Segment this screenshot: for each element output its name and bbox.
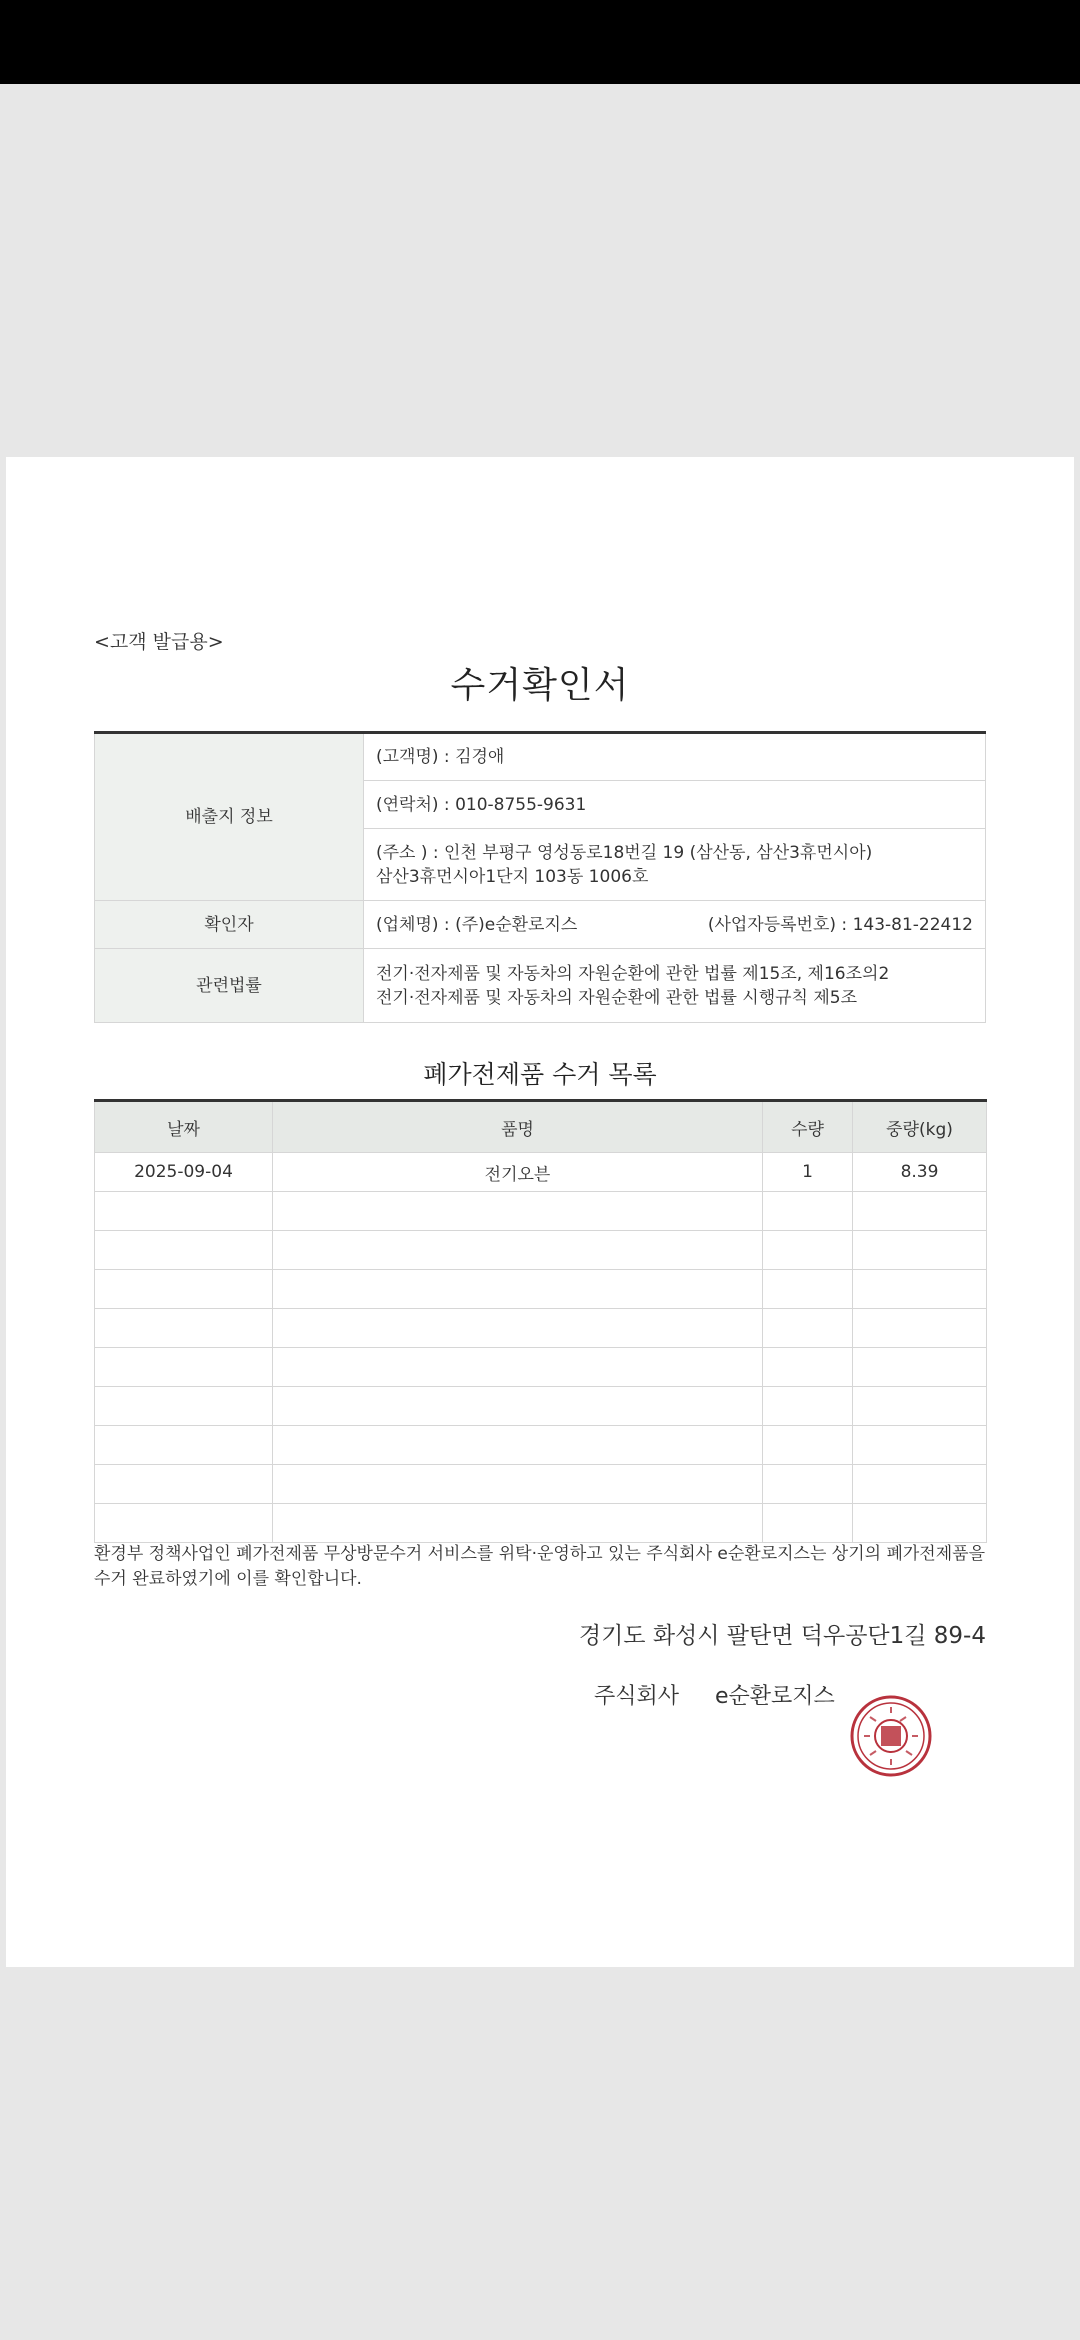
table-row bbox=[95, 1387, 987, 1426]
cell-date: 2025-09-04 bbox=[95, 1153, 273, 1192]
copy-label: <고객 발급용> bbox=[94, 631, 224, 653]
table-row bbox=[95, 1153, 987, 1192]
cell-empty bbox=[95, 1387, 273, 1426]
cell-empty bbox=[853, 1387, 987, 1426]
cell-empty bbox=[853, 1231, 987, 1270]
company-name-field: (업체명) : (주)e순환로지스 bbox=[376, 914, 578, 935]
table-row bbox=[95, 1270, 987, 1309]
cell-empty bbox=[273, 1270, 763, 1309]
cell-empty bbox=[853, 1465, 987, 1504]
info-table bbox=[94, 731, 986, 1023]
cell-empty bbox=[853, 1426, 987, 1465]
cell-quantity: 1 bbox=[763, 1153, 853, 1192]
cell-weight: 8.39 bbox=[853, 1153, 987, 1192]
table-row bbox=[95, 1192, 987, 1231]
discharge-info-label: 배출지 정보 bbox=[95, 733, 364, 901]
status-bar bbox=[0, 0, 1080, 84]
cell-empty bbox=[273, 1426, 763, 1465]
cell-empty bbox=[95, 1309, 273, 1348]
cell-empty bbox=[763, 1504, 853, 1543]
confirmation-notice: 환경부 정책사업인 폐가전제품 무상방문수거 서비스를 위탁·운영하고 있는 주식회사 e순환로지스는 상기의 폐가전제품을 수거 완료하였기에 이를 확인합니다. bbox=[94, 1544, 985, 1589]
company-seal-icon bbox=[850, 1695, 932, 1777]
confirmer-info bbox=[364, 901, 986, 949]
company-address: 경기도 화성시 팔탄면 덕우공단1길 89-4 bbox=[578, 1623, 986, 1649]
cell-empty bbox=[853, 1270, 987, 1309]
cell-empty bbox=[95, 1348, 273, 1387]
cell-empty bbox=[853, 1348, 987, 1387]
document-title: 수거확인서 bbox=[450, 665, 630, 706]
cell-empty bbox=[853, 1192, 987, 1231]
column-header-weight: 중량(kg) bbox=[853, 1101, 987, 1153]
cell-empty bbox=[763, 1348, 853, 1387]
table-row bbox=[95, 1231, 987, 1270]
customer-contact: (연락처) : 010-8755-9631 bbox=[364, 781, 986, 829]
cell-empty bbox=[763, 1231, 853, 1270]
cell-empty bbox=[273, 1231, 763, 1270]
company-signature bbox=[594, 1679, 835, 1710]
table-row bbox=[95, 1426, 987, 1465]
cell-empty bbox=[95, 1231, 273, 1270]
cell-item: 전기오븐 bbox=[273, 1153, 763, 1192]
cell-empty bbox=[763, 1309, 853, 1348]
cell-empty bbox=[95, 1426, 273, 1465]
customer-address bbox=[364, 829, 986, 901]
cell-empty bbox=[273, 1387, 763, 1426]
cell-empty bbox=[273, 1309, 763, 1348]
document-page bbox=[6, 457, 1074, 1967]
items-header-row bbox=[95, 1101, 987, 1153]
cell-empty bbox=[763, 1387, 853, 1426]
cell-empty bbox=[95, 1270, 273, 1309]
items-table bbox=[94, 1099, 987, 1543]
customer-name: (고객명) : 김경애 bbox=[364, 733, 986, 781]
table-row bbox=[95, 1504, 987, 1543]
address-line-2: 삼산3휴먼시아1단지 103동 1006호 bbox=[376, 866, 649, 887]
table-row bbox=[95, 1465, 987, 1504]
law-label: 관련법률 bbox=[95, 949, 364, 1023]
law-line-1: 전기·전자제품 및 자동차의 자원순환에 관한 법률 제15조, 제16조의2 bbox=[376, 963, 890, 984]
column-header-date: 날짜 bbox=[95, 1101, 273, 1153]
cell-empty bbox=[853, 1504, 987, 1543]
cell-empty bbox=[763, 1426, 853, 1465]
cell-empty bbox=[95, 1192, 273, 1231]
table-row bbox=[95, 1309, 987, 1348]
cell-empty bbox=[763, 1270, 853, 1309]
cell-empty bbox=[95, 1465, 273, 1504]
cell-empty bbox=[95, 1504, 273, 1543]
cell-empty bbox=[763, 1192, 853, 1231]
law-info bbox=[364, 949, 986, 1023]
cell-empty bbox=[273, 1504, 763, 1543]
company-prefix: 주식회사 bbox=[594, 1684, 680, 1709]
business-number-field: (사업자등록번호) : 143-81-22412 bbox=[707, 914, 973, 935]
cell-empty bbox=[273, 1192, 763, 1231]
cell-empty bbox=[273, 1348, 763, 1387]
column-header-item: 품명 bbox=[273, 1101, 763, 1153]
confirmer-label: 확인자 bbox=[95, 901, 364, 949]
items-body bbox=[95, 1153, 987, 1543]
cell-empty bbox=[763, 1465, 853, 1504]
cell-empty bbox=[853, 1309, 987, 1348]
cell-empty bbox=[273, 1465, 763, 1504]
address-line-1: (주소 ) : 인천 부평구 영성동로18번길 19 (삼산동, 삼산3휴먼시아) bbox=[376, 842, 873, 863]
law-line-2: 전기·전자제품 및 자동차의 자원순환에 관한 법률 시행규칙 제5조 bbox=[376, 987, 858, 1008]
company-name: e순환로지스 bbox=[715, 1684, 835, 1709]
list-title: 폐가전제품 수거 목록 bbox=[423, 1060, 657, 1089]
table-row bbox=[95, 1348, 987, 1387]
column-header-quantity: 수량 bbox=[763, 1101, 853, 1153]
